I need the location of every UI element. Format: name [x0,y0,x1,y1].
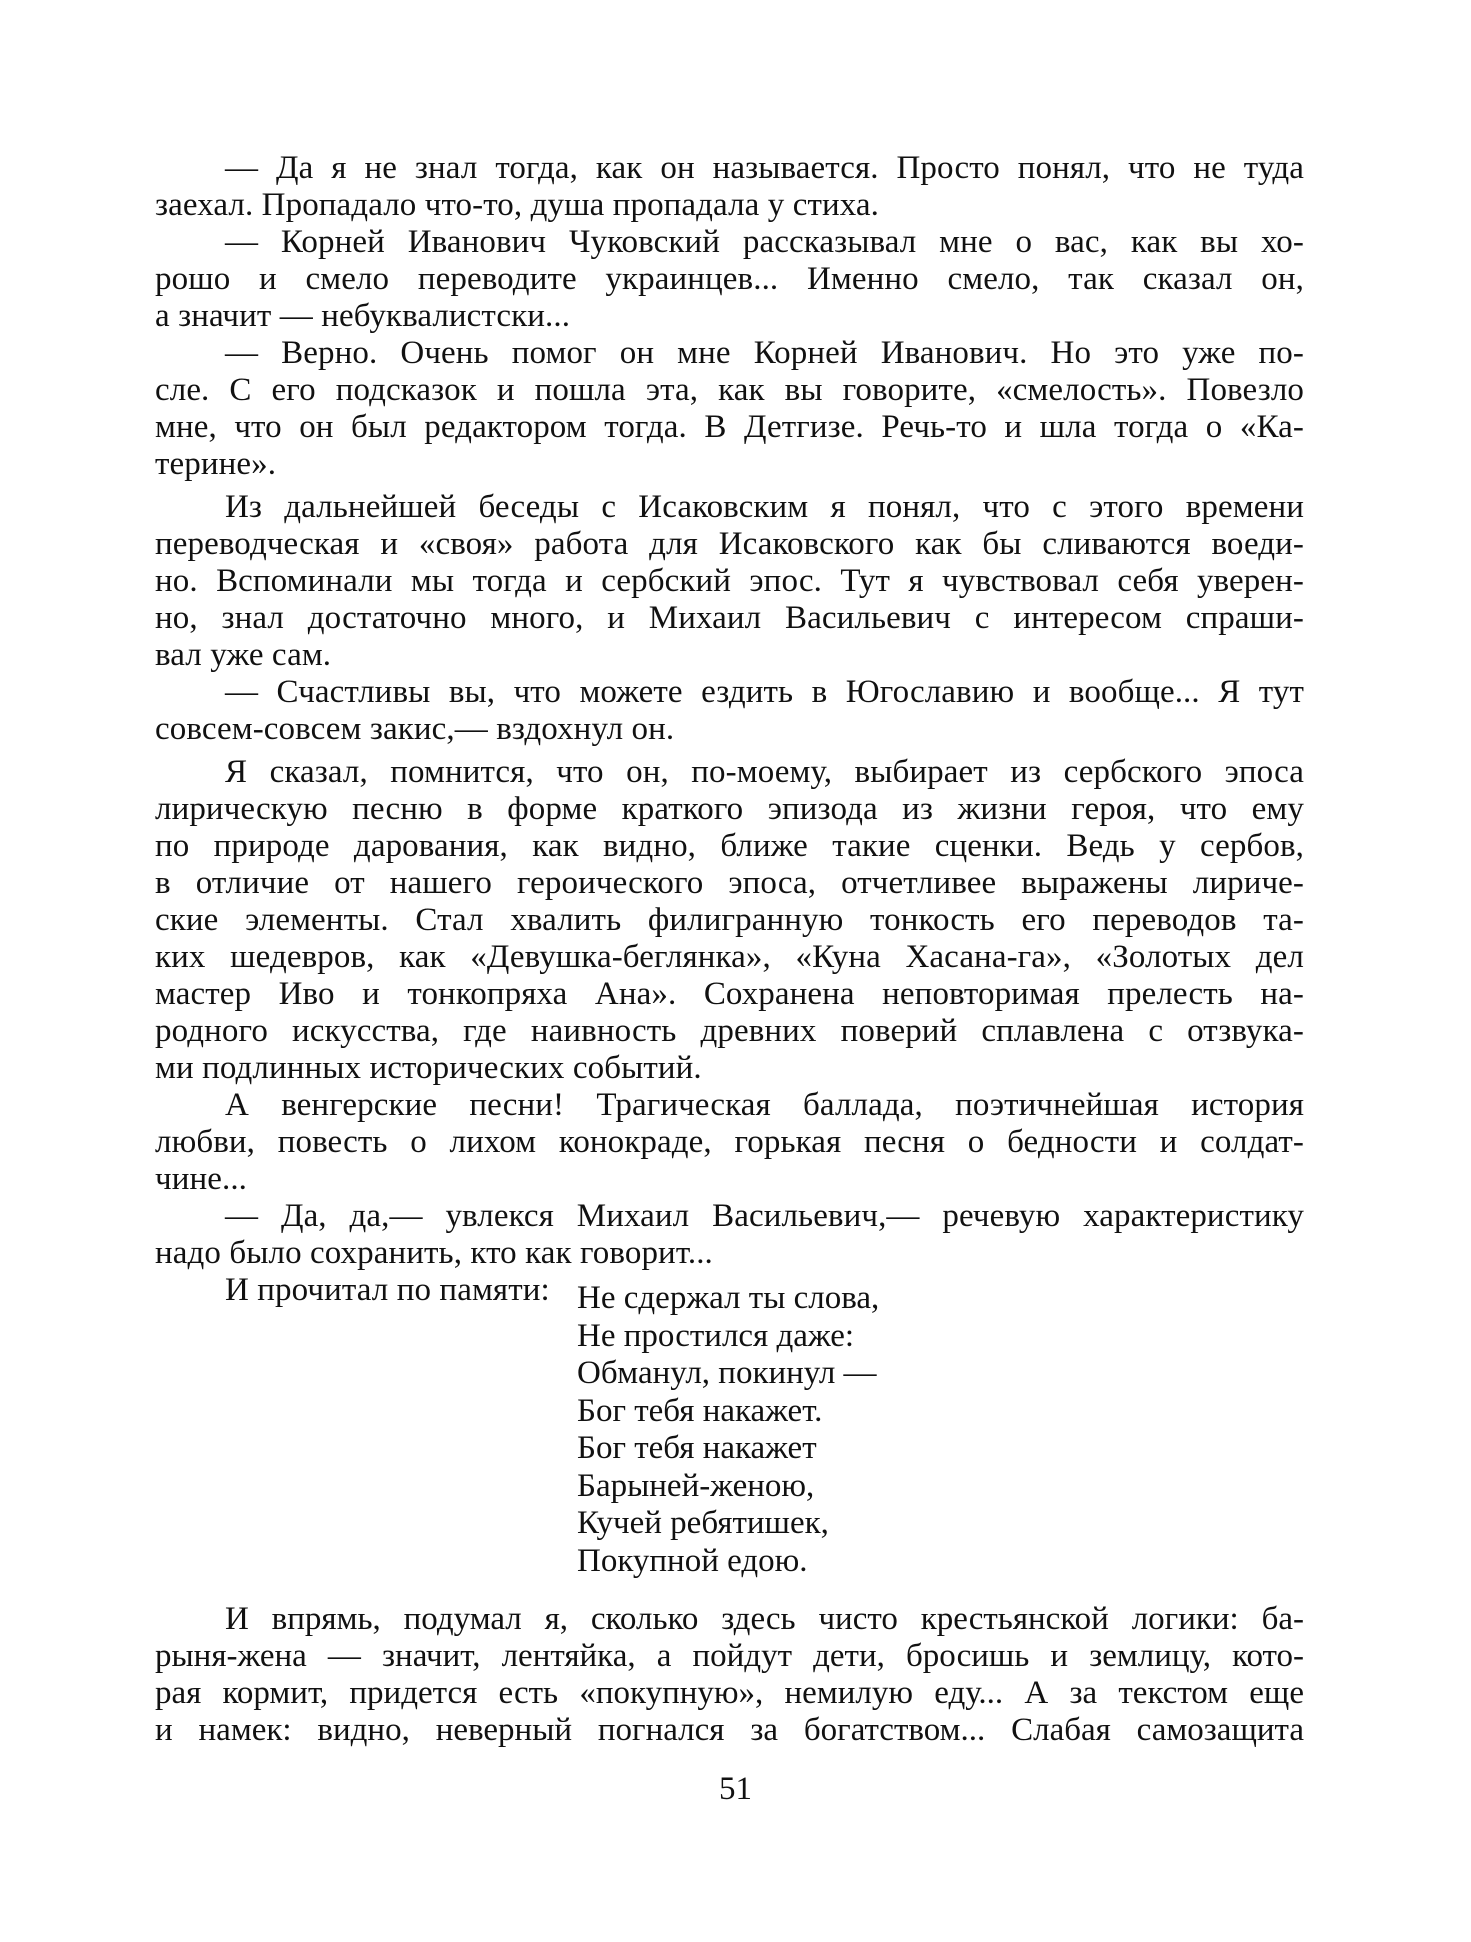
poem-line: Покупной едою. [577,1542,808,1579]
text-line: — Корней Иванович Чуковский рассказывал мне о вас, как вы хо- [225,224,1304,260]
text-line: — Счастливы вы, что можете ездить в Югославию и вообще... Я тут [225,674,1304,710]
text-line: — Да, да,— увлекся Михаил Васильевич,— речевую характеристику [225,1198,1304,1234]
main-text-block [155,150,1304,1309]
text-line: мне, что он был редактором тогда. В Детгизе. Речь-то и шла тогда о «Ка- [155,409,1304,445]
text-line: А венгерские песни! Трагическая баллада, поэтичнейшая история [225,1087,1304,1123]
text-line: совсем-совсем закис,— вздохнул он. [155,711,675,747]
poem-line: Кучей ребятишек, [577,1505,829,1541]
poem-line: Не сдержал ты слова, [577,1280,880,1316]
text-line: ких шедевров, как «Девушка-беглянка», «Куна Хасана-га», «Золотых дел [155,939,1304,975]
poem-line: Бог тебя накажет [577,1430,817,1466]
text-line: лирическую песню в форме краткого эпизода из жизни героя, что ему [155,791,1304,827]
text-line: в отличие от нашего героического эпоса, отчетливее выражены лириче- [155,865,1304,901]
text-line: родного искусства, где наивность древних поверий сплавлена с отзвука- [155,1013,1304,1049]
text-line: терине». [155,446,277,482]
text-line: рошо и смело переводите украинцев... Именно смело, так сказал он, [155,261,1304,297]
paragraph-dialogue-1 [155,150,1304,224]
paragraph-dialogue-3 [155,335,1304,483]
paragraph-narrative-1 [155,489,1304,674]
text-line: мастер Иво и тонкопряха Ана». Сохранена неповторимая прелесть на- [155,976,1304,1012]
paragraph-narrative-3 [155,1087,1304,1198]
text-line: рая кормит, придется есть «покупную», немилую еду... А за текстом еще [155,1675,1304,1711]
text-line: Из дальнейшей беседы с Исаковским я понял, что с этого времени [225,489,1304,525]
text-line: рыня-жена — значит, лентяйка, а пойдут дети, бросишь и землицу, кото- [155,1638,1304,1674]
text-line: чине... [155,1161,248,1197]
text-line: Я сказал, помнится, что он, по-моему, выбирает из сербского эпоса [225,754,1304,790]
text-line: по природе дарования, как видно, ближе такие сценки. Ведь у сербов, [155,828,1304,864]
text-line: заехал. Пропадало что-то, душа пропадала у стиха. [155,187,880,223]
page-number: 51 [719,1771,752,1807]
text-line: И впрямь, подумал я, сколько здесь чисто крестьянской логики: ба- [225,1601,1304,1637]
text-line: — Да я не знал тогда, как он называется. Просто понял, что не туда [225,150,1304,186]
poem-line: Не простился даже: [577,1317,855,1354]
text-line: но. Вспоминали мы тогда и сербский эпос. Тут я чувствовал себя уверен- [155,563,1304,599]
poem-line: Бог тебя накажет. [577,1392,823,1429]
paragraph-dialogue-2 [155,224,1304,335]
text-line: сле. С его подсказок и пошла эта, как вы говорите, «смелость». Повезло [155,372,1304,408]
text-line: ские элементы. Стал хвалить филигранную тонкость его переводов та- [155,902,1304,938]
text-line: ми подлинных исторических событий. [155,1050,702,1086]
closing-paragraph [155,1601,1304,1749]
paragraph-dialogue-4 [155,674,1304,748]
text-line: но, знал достаточно много, и Михаил Васильевич с интересом спраши- [155,600,1304,636]
poem-line: Обманул, покинул — [577,1355,877,1391]
text-line: переводческая и «своя» работа для Исаковского как бы сливаются воеди- [155,526,1304,562]
text-line: — Верно. Очень помог он мне Корней Иванович. Но это уже по- [225,335,1304,371]
poem-line: Барыней-женою, [577,1467,815,1504]
text-line: надо было сохранить, кто как говорит... [155,1235,713,1271]
paragraph-dialogue-5 [155,1198,1304,1272]
poem-quotation [577,1280,879,1580]
paragraph-narrative-2 [155,754,1304,1087]
text-line: вал уже сам. [155,637,332,673]
text-line: И прочитал по памяти: [225,1272,550,1308]
text-line: а значит — небуквалистски... [155,298,571,334]
text-line: и намек: видно, неверный погнался за богатством... Слабая самозащита [155,1712,1304,1748]
paragraph-narrative-5 [155,1601,1304,1749]
text-line: любви, повесть о лихом конокраде, горькая песня о бедности и солдат- [155,1124,1304,1160]
